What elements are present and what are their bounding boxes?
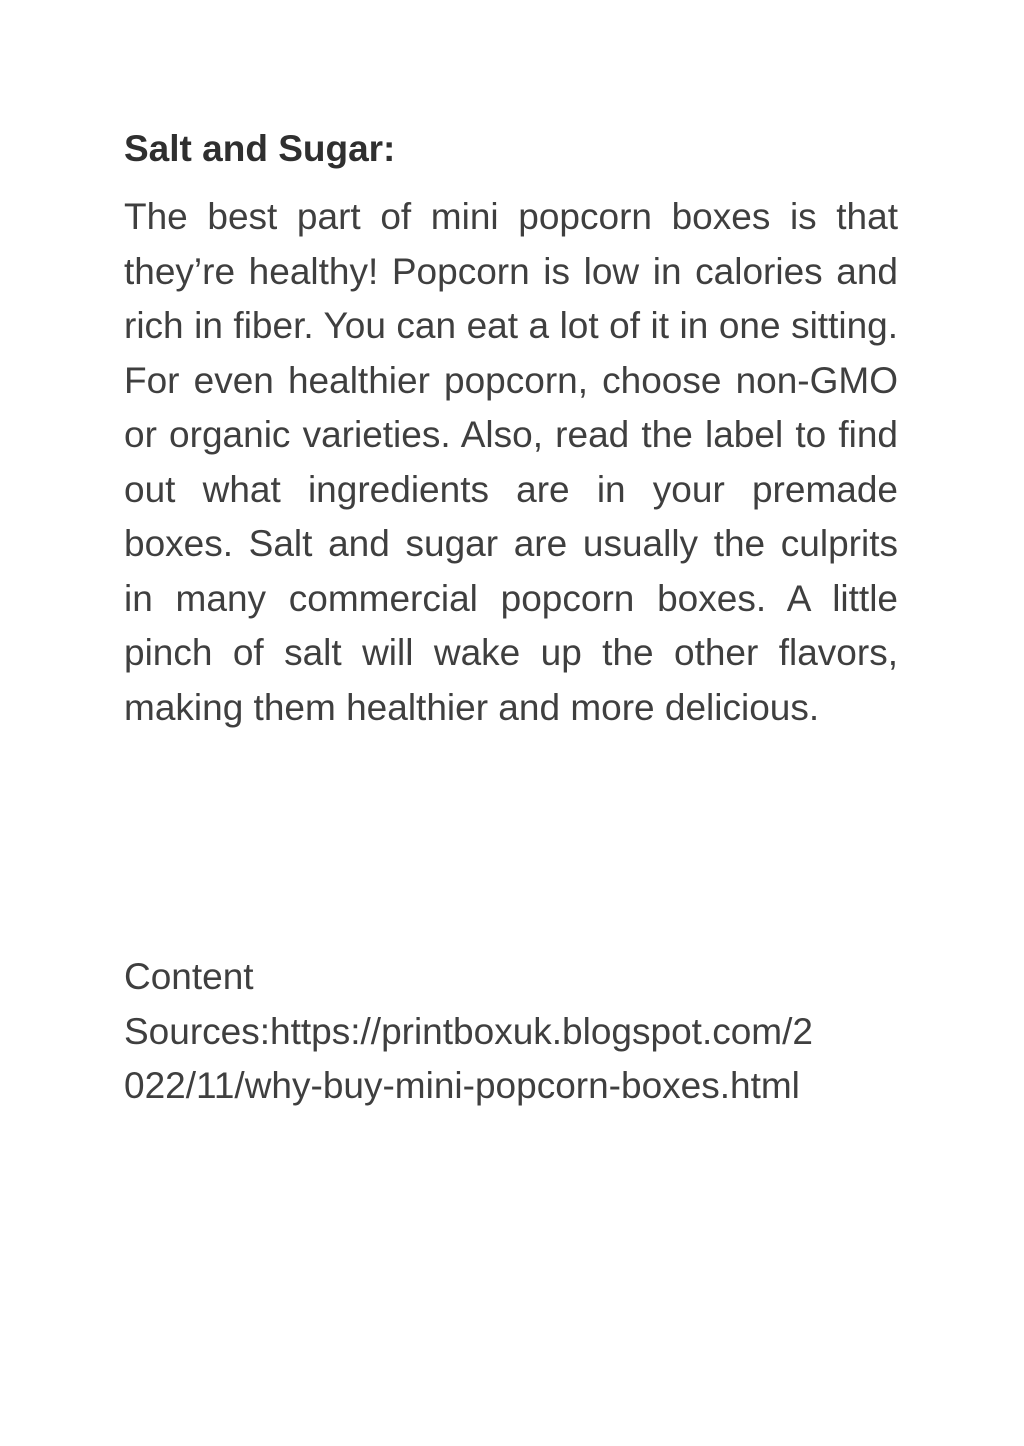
- sources-line-1: Content: [124, 956, 254, 997]
- content-sources: [124, 950, 904, 1114]
- body-paragraph: The best part of mini popcorn boxes is that they’re healthy! Popcorn is low in calories and rich in fiber. You can eat a lot of it in one sitting. For even healthier popcorn, choose non-GMO or organic varieties. Also, read the label to find out what ingredients are in your premade boxes. Salt and sugar are usually the culprits in many commercial popcorn boxes. A little pinch of salt will wake up the other flavors, making them healthier and more delicious.: [124, 196, 898, 728]
- sources-line-3: 022/11/why-buy-mini-popcorn-boxes.html: [124, 1065, 800, 1106]
- sources-line-2: Sources:https://printboxuk.blogspot.com/2: [124, 1010, 813, 1052]
- section-heading: Salt and Sugar:: [124, 128, 396, 169]
